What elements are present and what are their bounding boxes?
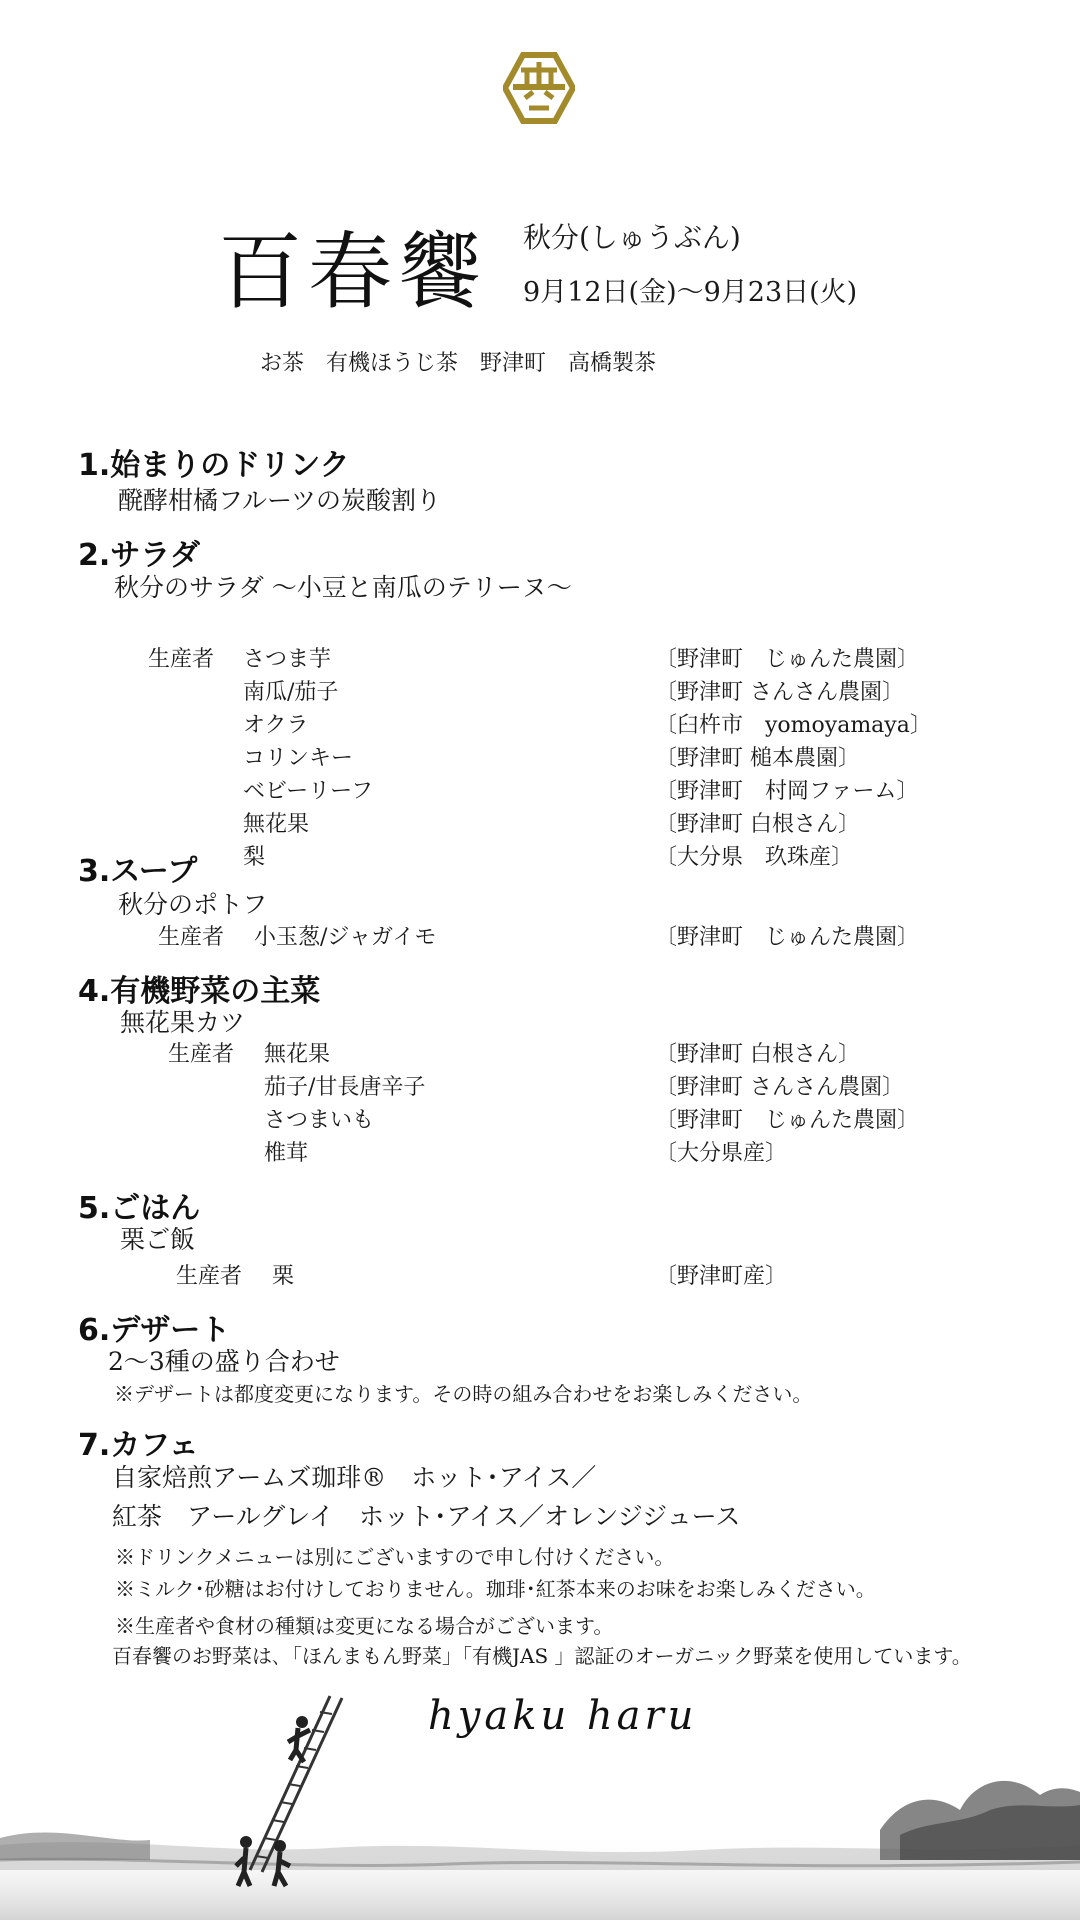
dish-rice: 栗ご飯	[120, 1225, 196, 1254]
ingredient-name: 梨	[243, 845, 266, 870]
page-title: 百春饗	[218, 223, 489, 321]
ingredient-source: 〔野津町 さんさん農園〕	[655, 1075, 904, 1100]
organic-note: 百春饗のお野菜は､「ほんまもん野菜」「有機JAS 」認証のオーガニック野菜を使用しています。	[112, 1644, 972, 1668]
producer-label: 生産者	[176, 1264, 243, 1289]
section-heading-dessert: 6.デザート	[78, 1313, 231, 1348]
ingredient-name: ベビーリーフ	[243, 779, 374, 804]
cafe-note: ※生産者や食材の種類は変更になる場合がございます。	[115, 1614, 614, 1638]
ingredient-name: さつまいも	[264, 1108, 375, 1133]
section-heading-main: 4.有機野菜の主菜	[78, 974, 321, 1009]
producer-label: 生産者	[168, 1042, 235, 1067]
ingredient-source: 〔野津町 村岡ファーム〕	[655, 779, 919, 804]
ingredient-name: 無花果	[264, 1042, 331, 1067]
ingredient-source: 〔野津町産〕	[655, 1264, 788, 1289]
producer-label: 生産者	[148, 647, 215, 672]
ink-landscape-illustration	[0, 1660, 1080, 1920]
cafe-note: ※ドリンクメニューは別にございますので申し付けください。	[115, 1545, 675, 1569]
dish-main: 無花果カツ	[120, 1008, 246, 1037]
tea-info: お茶 有機ほうじ茶 野津町 高橋製茶	[260, 351, 657, 376]
ingredient-source: 〔野津町 じゅんた農園〕	[655, 1108, 920, 1133]
ingredient-source: 〔野津町 白根さん〕	[655, 812, 860, 837]
cafe-line-tea: 紅茶 アールグレイ ホット･アイス／オレンジジュース	[112, 1502, 741, 1531]
ingredient-name: 茄子/甘長唐辛子	[264, 1075, 426, 1100]
cafe-line-coffee: 自家焙煎アームズ珈琲® ホット･アイス／	[112, 1463, 597, 1492]
section-heading-soup: 3.スープ	[78, 854, 198, 889]
date-range: 9月12日(金)〜9月23日(火)	[523, 277, 858, 308]
ingredient-name: 椎茸	[264, 1141, 309, 1166]
ingredient-source: 〔野津町 じゅんた農園〕	[655, 647, 920, 672]
ingredient-source: 〔野津町 さんさん農園〕	[655, 680, 904, 705]
signature: hyaku haru	[428, 1693, 698, 1739]
ingredient-source: 〔臼杵市 yomoyamaya〕	[655, 713, 932, 738]
ingredient-name: 栗	[272, 1264, 295, 1289]
section-heading-cafe: 7.カフェ	[78, 1428, 199, 1463]
dish-soup: 秋分のポトフ	[118, 890, 268, 919]
dish-drink: 醗酵柑橘フルーツの炭酸割り	[118, 486, 442, 515]
ingredient-name: 小玉葱/ジャガイモ	[254, 925, 437, 950]
ingredient-source: 〔野津町 槌本農園〕	[655, 746, 860, 771]
ingredient-name: オクラ	[243, 713, 309, 738]
ingredient-source: 〔野津町 じゅんた農園〕	[655, 925, 920, 950]
ingredient-name: さつま芋	[243, 647, 332, 672]
ingredient-source: 〔野津町 白根さん〕	[655, 1042, 860, 1067]
ingredient-source: 〔大分県 玖珠産〕	[655, 845, 854, 870]
ingredient-name: コリンキー	[243, 746, 354, 771]
season-name: 秋分(しゅうぶん)	[523, 221, 741, 254]
dessert-note: ※デザートは都度変更になります。その時の組み合わせをお楽しみください。	[114, 1382, 813, 1406]
ingredient-source: 〔大分県産〕	[655, 1141, 788, 1166]
cafe-note: ※ミルク･砂糖はお付けしておりません。珈琲･紅茶本来のお味をお楽しみください。	[115, 1577, 876, 1601]
dish-dessert: 2〜3種の盛り合わせ	[108, 1347, 340, 1376]
section-heading-rice: 5.ごはん	[78, 1191, 201, 1226]
section-heading-drink: 1.始まりのドリンク	[78, 448, 350, 483]
ingredient-name: 無花果	[243, 812, 310, 837]
ingredient-name: 南瓜/茄子	[243, 680, 339, 705]
dish-salad: 秋分のサラダ 〜小豆と南瓜のテリーヌ〜	[114, 573, 572, 602]
hexagon-emblem-icon	[503, 52, 575, 124]
section-heading-salad: 2.サラダ	[78, 538, 200, 573]
producer-label: 生産者	[158, 925, 225, 950]
